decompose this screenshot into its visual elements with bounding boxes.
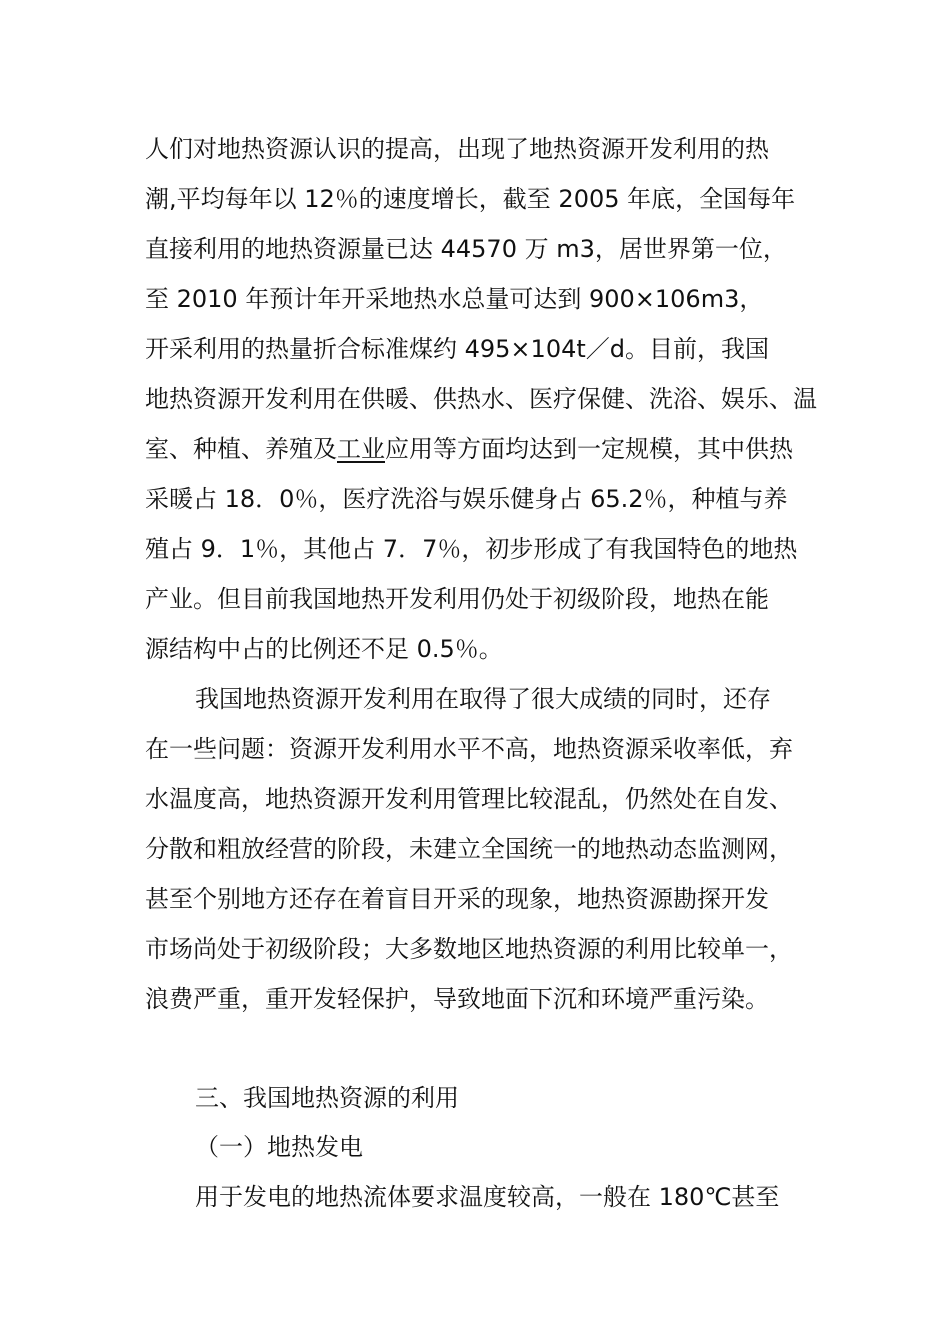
paragraph1-line-5: 开采利用的热量折合标准煤约 495×104t／d。目前，我国 xyxy=(145,335,769,363)
paragraph3-line-1: 用于发电的地热流体要求温度较高，一般在 180℃甚至 xyxy=(195,1183,780,1211)
paragraph1-line-2: 潮,平均每年以 12％的速度增长，截至 2005 年底，全国每年 xyxy=(145,185,796,213)
paragraph2-line-2: 在一些问题：资源开发利用水平不高，地热资源采收率低，弃 xyxy=(145,735,793,763)
paragraph1-line-6: 地热资源开发利用在供暖、供热水、医疗保健、洗浴、娱乐、温 xyxy=(145,385,817,413)
subsection-heading: （一）地热发电 xyxy=(195,1133,363,1161)
underlined-link-text[interactable]: 工业 xyxy=(337,435,385,463)
line7-before-text: 室、种植、养殖及 xyxy=(145,435,337,463)
paragraph2-line-5: 甚至个别地方还存在着盲目开采的现象，地热资源勘探开发 xyxy=(145,885,769,913)
paragraph1-line-1: 人们对地热资源认识的提高，出现了地热资源开发利用的热 xyxy=(145,135,769,163)
section-heading: 三、我国地热资源的利用 xyxy=(195,1084,459,1112)
paragraph1-line-11: 源结构中占的比例还不足 0.5％。 xyxy=(145,635,503,663)
paragraph2-line-7: 浪费严重，重开发轻保护，导致地面下沉和环境严重污染。 xyxy=(145,985,769,1013)
line7-after-text: 应用等方面均达到一定规模，其中供热 xyxy=(385,435,793,463)
paragraph1-line-7 xyxy=(145,434,793,464)
paragraph2-line-3: 水温度高，地热资源开发利用管理比较混乱，仍然处在自发、 xyxy=(145,785,793,813)
paragraph1-line-9: 殖占 9．1％，其他占 7．7％，初步形成了有我国特色的地热 xyxy=(145,535,798,563)
paragraph2-line-6: 市场尚处于初级阶段；大多数地区地热资源的利用比较单一， xyxy=(145,935,793,963)
paragraph2-line-1: 我国地热资源开发利用在取得了很大成绩的同时，还存 xyxy=(195,685,771,713)
paragraph1-line-8: 采暖占 18．0％，医疗洗浴与娱乐健身占 65.2％，种植与养 xyxy=(145,485,788,513)
paragraph1-line-3: 直接利用的地热资源量已达 44570 万 m3，居世界第一位， xyxy=(145,235,787,263)
paragraph1-line-4: 至 2010 年预计年开采地热水总量可达到 900×106m3， xyxy=(145,285,764,313)
paragraph1-line-10: 产业。但目前我国地热开发利用仍处于初级阶段，地热在能 xyxy=(145,585,769,613)
paragraph2-line-4: 分散和粗放经营的阶段，未建立全国统一的地热动态监测网， xyxy=(145,835,793,863)
